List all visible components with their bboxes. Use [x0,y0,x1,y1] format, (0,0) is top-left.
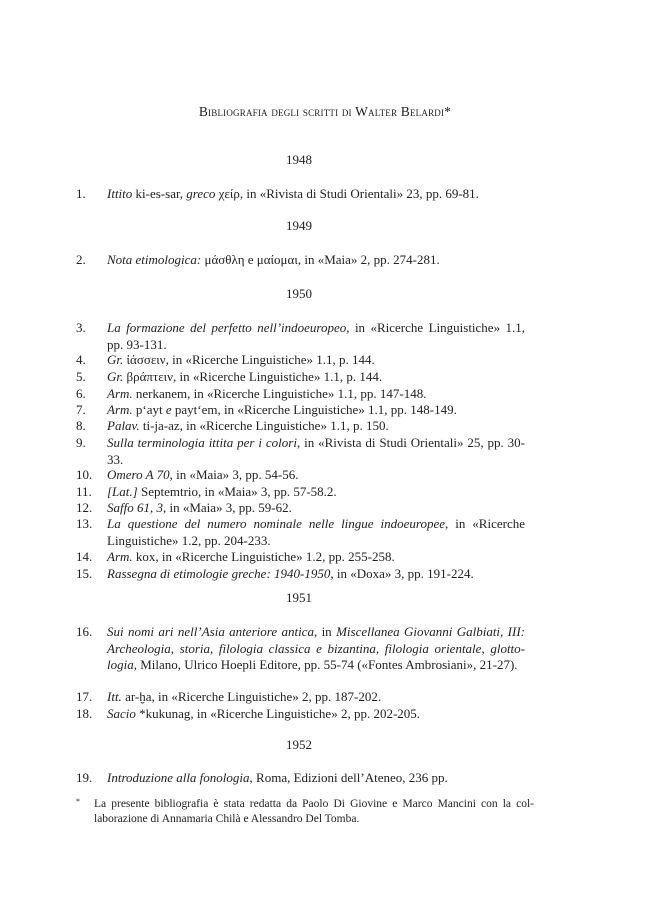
entry-number: 11. [76,484,92,499]
entry-roman-segment: ti-ja-az, in «Ricerche Linguistiche» 1.1, p. 150. [139,418,389,433]
entry-number: 16. [76,624,93,639]
entry-number: 14. [76,549,93,564]
entry-text [107,386,525,403]
entry-roman-segment: *kukunag, in «Ricerche Linguistiche» 2, pp. 202-205. [135,706,421,721]
entry-roman-segment: ki-es-sar, [132,186,187,201]
entry-roman-segment: , Roma, Edizioni dell’Ateneo, 236 pp. [249,770,448,785]
entry-text [107,484,525,501]
entry-italic-segment: Omero A 70 [107,467,170,482]
entry-italic-segment: La formazione del perfetto nell’indoeuropeo [107,320,347,335]
entry-roman-segment: nerkanem, in «Ricerche Linguistiche» 1.1, pp. 147-148. [132,386,427,401]
entry-italic-segment: Saffo 61, 3 [107,500,163,515]
entry-number: 15. [76,566,93,581]
entry-italic-segment: e [165,402,172,417]
entry-text [107,435,525,468]
entry-roman-segment: pʻayt [132,402,166,417]
entry-number: 6. [76,386,86,401]
footnote-marker: * [76,797,80,806]
entry-italic-segment: Ittito [107,186,133,201]
entry-text [107,402,525,419]
entry-text [107,320,525,353]
entry-italic-segment: Arm. [107,402,133,417]
year-heading-1951: 1951 [286,590,312,605]
entry-roman-segment: Septemtrio, in «Maia» 3, pp. 57-58.2. [137,484,337,499]
entry-text [107,624,525,674]
entry-text [107,467,525,484]
year-heading-1950: 1950 [286,286,312,301]
entry-text [107,352,525,369]
entry-italic-segment: Rassegna di etimologie greche: 1940-1950 [107,566,331,581]
entry-italic-segment: [Lat.] [107,484,138,499]
entry-italic-segment: Arm. [107,549,133,564]
entry-italic-segment: Itt. [107,689,122,704]
title-text: Bibliografia degli scritti di Walter Belardi [198,104,445,119]
entry-roman-segment: , in [313,624,337,639]
entry-italic-segment: Gr. [107,369,124,384]
entry-italic-segment: Palav. [107,418,140,433]
page-title [0,104,650,120]
entry-roman-segment: ἰάσσειν, in «Ricerche Linguistiche» 1.1, p. 144. [123,352,375,367]
entry-roman-segment: , in «Maia» 3, pp. 59-62. [162,500,292,515]
entry-roman-segment: , Milano, Ulrico Hoepli Editore, pp. 55-74 («Fontes Ambrosiani», 21-27). [133,657,518,672]
entry-text [107,252,525,269]
entry-roman-segment: , in «Rivista di Studi Orientali» 25, pp. 30-33. [107,435,525,467]
entry-italic-segment: greco [186,186,216,201]
entry-italic-segment: Arm. [107,386,133,401]
year-heading-1948: 1948 [286,152,312,167]
entry-roman-segment: kox, in «Ricerche Linguistiche» 1.2, pp. 255-258. [132,549,395,564]
entry-number: 18. [76,706,93,721]
entry-number: 8. [76,418,86,433]
entry-text [107,689,525,706]
entry-roman-segment: paytʻem, in «Ricerche Linguistiche» 1.1, pp. 148-149. [171,402,457,417]
entry-number: 9. [76,435,86,450]
entry-number: 7. [76,402,86,417]
year-heading-1952: 1952 [286,737,312,752]
entry-italic-segment: Nota etimologica: [107,252,202,267]
entry-text [107,418,525,435]
entry-roman-segment: , in «Ricerche Linguistiche» 1.2, pp. 204-233. [107,516,525,548]
entry-number: 19. [76,770,93,785]
entry-italic-segment: La questione del numero nominale nelle lingue indoeuropee [107,516,446,531]
entry-text [107,549,525,566]
entry-italic-segment: Sui nomi ari nell’Asia anteriore antica [107,624,314,639]
entry-text [107,500,525,517]
entry-italic-segment: Sacio [107,706,136,721]
entry-number: 2. [76,252,86,267]
title-footnote-marker: * [444,104,452,119]
entry-italic-segment: Sulla terminologia ittita per i colori [107,435,297,450]
entry-number: 3. [76,320,86,335]
entry-roman-segment: , in «Doxa» 3, pp. 191-224. [330,566,474,581]
entry-text [107,516,525,549]
entry-roman-segment: χείρ, in «Rivista di Studi Orientali» 23, pp. 69-81. [215,186,479,201]
year-heading-1949: 1949 [286,218,312,233]
entry-roman-segment: ar-ḫa, in «Ricerche Linguistiche» 2, pp. 187-202. [121,689,382,704]
entry-text [107,770,525,787]
entry-number: 13. [76,516,93,531]
entry-text [107,566,525,583]
footnote-text: La presente bibliografia è stata redatta da Paolo Di Giovine e Marco Mancini con la col-laborazione di Annamaria Chilà e Alessandro Del Tomba. [94,798,534,825]
entry-text [107,186,525,203]
entry-number: 17. [76,689,93,704]
entry-italic-segment: Introduzione alla fonologia [107,770,250,785]
entry-text [107,706,525,723]
entry-roman-segment: βράπτειν, in «Ricerche Linguistiche» 1.1, p. 144. [123,369,383,384]
entry-text [107,369,525,386]
entry-number: 12. [76,500,93,515]
entry-number: 10. [76,467,93,482]
entry-number: 1. [76,186,86,201]
entry-roman-segment: μάσθλη e μαίομαι, in «Maia» 2, pp. 274-281. [201,252,440,267]
entry-italic-segment: Gr. [107,352,124,367]
entry-italic-segment: Miscellanea Giovanni Galbiati, III: Archeologia, storia, filologia classica e bizantina, filologia orientale, glotto-logia [107,624,525,672]
entry-roman-segment: , in «Maia» 3, pp. 54-56. [169,467,299,482]
entry-roman-segment: , in «Ricerche Linguistiche» 1.1, pp. 93-131. [107,320,525,352]
entry-number: 5. [76,369,86,384]
entry-number: 4. [76,352,86,367]
